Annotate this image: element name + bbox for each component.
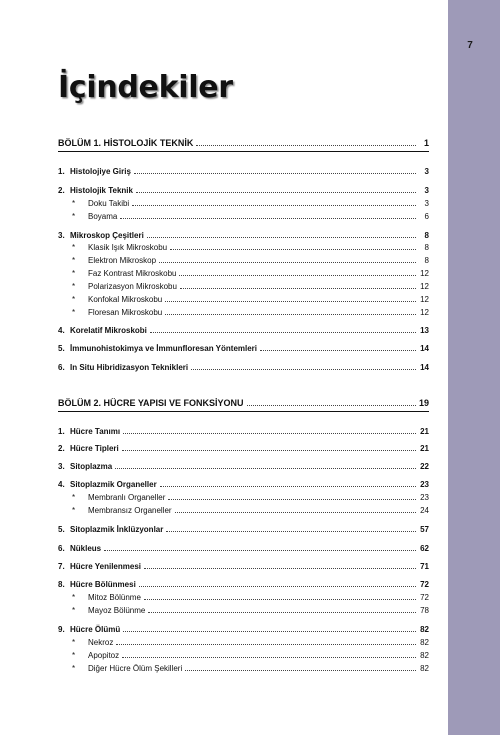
toc-entry-number: 5. (58, 525, 65, 534)
toc-entry-label: Mikroskop Çeşitleri (70, 231, 144, 240)
toc-entry[interactable] (58, 561, 429, 572)
dot-leader (180, 281, 416, 289)
toc-entry-page: 21 (420, 427, 429, 436)
toc-entry-page: 14 (420, 363, 429, 372)
toc-entry-page: 12 (420, 269, 429, 278)
toc-entry-page: 8 (424, 243, 429, 252)
toc-entry-label: Faz Kontrast Mikroskobu (88, 269, 177, 278)
dot-leader (196, 137, 416, 146)
toc-entry-page: 82 (420, 651, 429, 660)
bullet-icon: * (72, 506, 76, 515)
dot-leader (144, 592, 416, 600)
toc-entry-number: 2. (58, 186, 65, 195)
bullet-icon: * (72, 606, 76, 615)
toc-entry-page: 6 (424, 212, 429, 221)
toc-entry-label: Hücre Tipleri (70, 444, 119, 453)
toc-entry-label: Membransız Organeller (88, 506, 172, 515)
toc-entry-label: Nekroz (88, 638, 114, 647)
toc-entry-number: 4. (58, 326, 65, 335)
toc-entry[interactable] (58, 579, 429, 590)
toc-subentry[interactable] (58, 505, 429, 516)
toc-subentry[interactable] (58, 492, 429, 503)
toc-entry-page: 13 (420, 326, 429, 335)
toc-entry[interactable] (58, 325, 429, 336)
dot-leader (159, 255, 416, 263)
dot-leader (136, 185, 416, 193)
bullet-icon: * (72, 243, 76, 252)
dot-leader (260, 343, 416, 351)
toc-entry[interactable] (58, 185, 429, 196)
toc-entry[interactable] (58, 461, 429, 472)
toc-entry-label: Polarizasyon Mikroskobu (88, 282, 177, 291)
dot-leader (147, 230, 416, 238)
dot-leader (122, 650, 416, 658)
toc-subentry[interactable] (58, 307, 429, 318)
toc-subentry[interactable] (58, 592, 429, 603)
toc-entry-number: 6. (58, 363, 65, 372)
toc-entry[interactable] (58, 624, 429, 635)
toc-entry-number: 1. (58, 167, 65, 176)
toc-entry-label: Sitoplazmik Organeller (70, 480, 157, 489)
dot-leader (123, 426, 416, 434)
toc-entry[interactable] (58, 524, 429, 535)
dot-leader (115, 461, 416, 469)
toc-entry[interactable] (58, 426, 429, 437)
toc-subentry[interactable] (58, 255, 429, 266)
dot-leader (122, 443, 416, 451)
bullet-icon: * (72, 269, 76, 278)
bullet-icon: * (72, 199, 76, 208)
dot-leader (116, 637, 416, 645)
toc-subentry[interactable] (58, 268, 429, 279)
dot-leader (170, 242, 416, 250)
section-divider (58, 411, 429, 412)
bullet-icon: * (72, 493, 76, 502)
toc-subentry[interactable] (58, 211, 429, 222)
toc-entry-page: 24 (420, 506, 429, 515)
toc-entry-label: Hücre Bölünmesi (70, 580, 136, 589)
toc-entry-page: 72 (420, 593, 429, 602)
toc-subentry[interactable] (58, 281, 429, 292)
toc-entry-label: İmmunohistokimya ve İmmunfloresan Yöntemleri (70, 344, 258, 353)
toc-entry-number: 8. (58, 580, 65, 589)
bullet-icon: * (72, 664, 76, 673)
bullet-icon: * (72, 295, 76, 304)
dot-leader (139, 579, 416, 587)
toc-entry-label: Histolojiye Giriş (70, 167, 131, 176)
toc-entry-label: Diğer Hücre Ölüm Şekilleri (88, 664, 183, 673)
toc-entry-label: Elektron Mikroskop (88, 256, 157, 265)
dot-leader (191, 362, 416, 370)
dot-leader (132, 198, 416, 206)
bullet-icon: * (72, 308, 76, 317)
dot-leader (150, 325, 416, 333)
toc-entry-page: 1 (423, 138, 429, 148)
section-divider (58, 151, 429, 152)
toc-entry-number: 4. (58, 480, 65, 489)
dot-leader (166, 524, 416, 532)
toc-entry-number: 3. (58, 462, 65, 471)
toc-entry-label: Nükleus (70, 544, 102, 553)
toc-entry-label: Hücre Tanımı (70, 427, 121, 436)
toc-entry-label: Floresan Mikroskobu (88, 308, 163, 317)
dot-leader (179, 268, 416, 276)
toc-entry-label: Korelatif Mikroskobi (70, 326, 147, 335)
toc-entry[interactable] (58, 479, 429, 490)
toc-section-heading[interactable] (58, 137, 429, 150)
dot-leader (144, 561, 416, 569)
dot-leader (160, 479, 416, 487)
toc-section-heading[interactable] (58, 397, 429, 410)
toc-entry-page: 19 (418, 398, 429, 408)
dot-leader (134, 166, 416, 174)
dot-leader (168, 492, 416, 500)
toc-entry[interactable] (58, 230, 429, 241)
toc-subentry[interactable] (58, 294, 429, 305)
dot-leader (148, 605, 416, 613)
toc-entry-label: BÖLÜM 2. HÜCRE YAPISI VE FONKSİYONU (58, 398, 244, 408)
toc-entry-page: 21 (420, 444, 429, 453)
toc-entry-number: 5. (58, 344, 65, 353)
toc-subentry[interactable] (58, 242, 429, 253)
toc-entry-page: 82 (420, 625, 429, 634)
toc-subentry[interactable] (58, 637, 429, 648)
toc-entry-label: Mitoz Bölünme (88, 593, 141, 602)
toc-entry-label: Klasik Işık Mikroskobu (88, 243, 168, 252)
toc-entry-page: 12 (420, 282, 429, 291)
toc-entry-page: 72 (420, 580, 429, 589)
toc-subentry[interactable] (58, 198, 429, 209)
toc-entry[interactable] (58, 362, 429, 373)
dot-leader (175, 505, 416, 513)
toc-entry-label: BÖLÜM 1. HİSTOLOJİK TEKNİK (58, 138, 194, 148)
toc-entry-page: 57 (420, 525, 429, 534)
bullet-icon: * (72, 651, 76, 660)
toc-entry-page: 23 (420, 493, 429, 502)
toc-entry-page: 8 (424, 231, 429, 240)
toc-entry-label: Doku Takibi (88, 199, 130, 208)
toc-entry-number: 9. (58, 625, 65, 634)
page-title: İçindekiler (58, 70, 233, 105)
dot-leader (123, 624, 416, 632)
toc-subentry[interactable] (58, 663, 429, 674)
toc-entry-page: 12 (420, 308, 429, 317)
toc-subentry[interactable] (58, 650, 429, 661)
toc-entry-page: 22 (420, 462, 429, 471)
toc-entry[interactable] (58, 543, 429, 554)
toc-entry-label: Sitoplazma (70, 462, 113, 471)
toc-entry-page: 82 (420, 638, 429, 647)
toc-entry-label: Boyama (88, 212, 118, 221)
toc-entry-page: 82 (420, 664, 429, 673)
toc-entry-number: 2. (58, 444, 65, 453)
toc-entry-number: 3. (58, 231, 65, 240)
toc-entry-number: 1. (58, 427, 65, 436)
toc-entry-page: 71 (420, 562, 429, 571)
toc-entry-page: 23 (420, 480, 429, 489)
toc-entry[interactable] (58, 443, 429, 454)
toc-entry[interactable] (58, 343, 429, 354)
toc-subentry[interactable] (58, 605, 429, 616)
toc-entry-page: 8 (424, 256, 429, 265)
toc-entry-page: 62 (420, 544, 429, 553)
dot-leader (165, 294, 416, 302)
bullet-icon: * (72, 638, 76, 647)
toc-entry-label: Hücre Yenilenmesi (70, 562, 141, 571)
toc-entry-page: 3 (424, 199, 429, 208)
toc-entry-label: In Situ Hibridizasyon Teknikleri (70, 363, 189, 372)
toc-entry-number: 7. (58, 562, 65, 571)
dot-leader (104, 543, 416, 551)
bullet-icon: * (72, 593, 76, 602)
toc-entry-page: 3 (424, 186, 429, 195)
bullet-icon: * (72, 256, 76, 265)
toc-entry-page: 78 (420, 606, 429, 615)
dot-leader (185, 663, 416, 671)
toc-entry-label: Apopitoz (88, 651, 120, 660)
side-color-band (448, 0, 500, 735)
toc-entry-page: 14 (420, 344, 429, 353)
toc-entry-label: Mayoz Bölünme (88, 606, 146, 615)
toc-entry-label: Hücre Ölümü (70, 625, 121, 634)
toc-entry-page: 12 (420, 295, 429, 304)
toc-entry-page: 3 (424, 167, 429, 176)
dot-leader (247, 397, 416, 406)
bullet-icon: * (72, 282, 76, 291)
bullet-icon: * (72, 212, 76, 221)
page-number: 7 (467, 40, 473, 51)
toc-entry-label: Histolojik Teknik (70, 186, 133, 195)
toc-entry-label: Konfokal Mikroskobu (88, 295, 163, 304)
toc-entry-label: Sitoplazmik İnklüzyonlar (70, 525, 164, 534)
dot-leader (165, 307, 416, 315)
dot-leader (120, 211, 416, 219)
toc-entry-label: Membranlı Organeller (88, 493, 166, 502)
toc-entry-number: 6. (58, 544, 65, 553)
toc-entry[interactable] (58, 166, 429, 177)
